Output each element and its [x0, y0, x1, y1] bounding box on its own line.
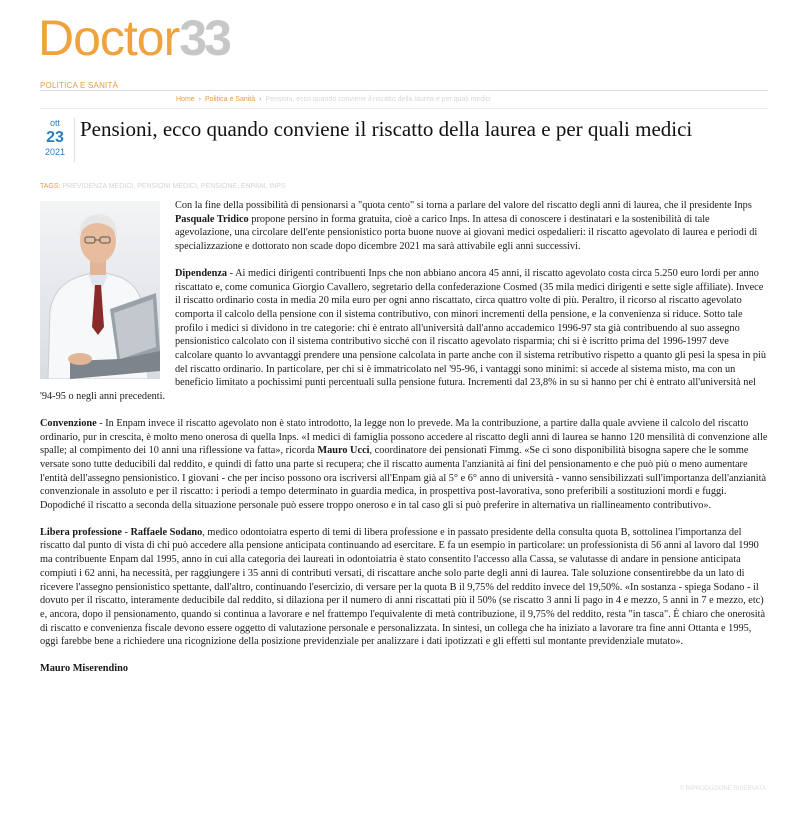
- doctor33-logo[interactable]: [38, 10, 229, 66]
- p3-person: Mauro Ucci: [317, 445, 370, 457]
- paragraph-convenzione: [40, 417, 768, 513]
- p2-text: - Ai medici dirigenti contribuenti Inps che non abbiano ancora 45 anni, il riscatto agevolato costa circa 5.250 euro lordi per anno riscattato e, come comunica Giorgio Cavallero, segretario della confederazione Cosmed (35 mila medici dirigenti e sette sigle affiliate). Invece il riscatto ordinario costa in media 20 mila euro per ogni anno riscattato, circa quattro volte di più. Peraltro, il ricorso al riscatto agevolato comporta il calcolo della pensione con il sistema contributivo, con minori incrementi della pensione, e la convenienza si riduce. Sotto tale profilo i medici si dividono in tre categorie: chi è entrato all'università dall'anno accademico 1996-97 sta già contribuendo al suo assegno pensionistico calcolato con il sistema contributivo sicché con il riscatto agevolato risparmia; chi si è iscritto prima del 1996-1997 deve calcolare quanto lo avvantaggi prendere una pensione calcolata in parte anche con il sistema retributivo rispetto a quanto gli pesi la spesa in più del riscatto ordinario. In particolare, per chi si è immatricolato nel '95-96, i vantaggi sono minimi: si accede al sistema misto, ma con un beneficio limitato a pochissimi punti percentuali sulla pensione futura. Incrementi dal 23,8% in su si hanno per chi è entrato all'università nel '94-95 o negli anni precedenti.: [40, 267, 767, 403]
- p4-heading: Libera professione: [40, 526, 122, 538]
- tags-label: TAGS:: [40, 183, 61, 190]
- article-body: [40, 199, 768, 689]
- article-tags: [40, 183, 286, 190]
- article-title: Pensioni, ecco quando conviene il riscatto della laurea e per quali medici: [80, 117, 693, 141]
- p4-person: Raffaele Sodano: [130, 526, 203, 538]
- p4-text-d: , medico odontoiatra esperto di temi di libera professione e in passato presidente della consulta quota B, sottolinea l'importanza del riscatto dal punto di vista di chi può accedere alla pensione anticipata continuando ad esercitare. E fa un esempio in particolare: un professionista di 56 anni al lavoro dal 1990 ma contribuente Enpam dal 1995, anno in cui alla categoria dei laureati in odontoiatria è stato consentito l'accesso alla Cassa, se valutasse di andare in pensione anticipata compiuti i 62 anni, ha necessità, per raggiungere i 35 anni di contributi versati, di riscattare anche solo parte degli anni di laurea. Tale soluzione consentirebbe da un lato di ricevere l'assegno pensionistico spettante, dall'altro, continuando l'esercizio, di versare per la quota B il 9,75% del reddito invece del 19,50%. «In sostanza - spiega Sodano - il dovuto per il riscatto, interamente deducibile dal reddito, si dilaziona per il numero di anni riscattati più il 50% (se riscatto 3 anni li pago in 4 e mezzo, 5 anni in 7 e mezzo, etc) e, ancora, dopo il pensionamento, quando si continua a lavorare e nel frattempo l'equivalente di metà contribuzione, il 9,75% del reddito, resta "in tasca". È chiaro che onerosità di riscatto e convenienza fiscale devono essere oggetto di valutazione personale e personalizzata. In sintesi, un collega che ha iniziato a lavorare tra fine anni Ottanta e 1995, oggi farebbe bene a richiedere una ricognizione della posizione previdenziale per analizzare i dati ipotizzati e gli effetti sul montante previdenziale mutato».: [40, 526, 766, 648]
- p3-heading: Convenzione: [40, 417, 97, 429]
- p1-person: Pasquale Tridico: [175, 213, 249, 225]
- doctor-photo-illustration: [40, 201, 160, 379]
- header-divider: [40, 90, 768, 91]
- p3-text-b: - In Enpam invece il riscatto agevolato non è stato introdotto, la legge non lo prevede. Ma la contribuzione, a partire dalla quale avviene il calcolo del riscatto ordinario, pur in crescita, è molto meno onerosa di quella Inps. «I medici di famiglia possono accedere al riscatto degli anni di laurea se hanno 120 mensilità di convenzione alle spalle; al compimento dei 10 anni una riflessione va fatta», ricorda: [40, 417, 768, 457]
- section-label[interactable]: POLITICA E SANITÀ: [40, 81, 119, 90]
- date-year: 2021: [44, 147, 66, 157]
- article-signature: Mauro Miserendino: [40, 663, 129, 675]
- breadcrumb-home[interactable]: Home: [176, 96, 195, 103]
- breadcrumb: [176, 96, 491, 103]
- date-day: 23: [46, 129, 64, 146]
- footer-copyright: © RIPRODUZIONE RISERVATA: [679, 786, 766, 792]
- date-divider: [74, 118, 75, 162]
- p1-text-a: Con la fine della possibilità di pensionarsi a "quota cento" si torna a parlare del valore del riscatto degli anni di laurea, che il presidente Inps: [175, 200, 752, 211]
- breadcrumb-divider: [40, 108, 768, 109]
- date-month: ott: [49, 118, 60, 128]
- breadcrumb-separator: ›: [259, 96, 262, 103]
- logo-number: 33: [179, 10, 229, 66]
- p3-text-d: , coordinatore dei pensionati Fimmg. «Se ci sono disponibilità bisogna sapere che le somme versate sono tutte deducibili dal reddito, e quindi di fatto una parte si recupera; che il riscatto aumenta l'anzianità ai fini del pensionamento e che può più o meno aumentare l'entità dell'assegno pensionistico. I giovani - che per inciso possono ora iscriversi all'Enpam già al 5° e 6° anno di università - vanno sensibilizzati sull'importanza dell'anzianità convenzionale in assoluto e per il riscatto: i periodi a tempo determinato in guardia medica, in prospettiva post-lavorativa, sono preferibili a sostituzioni mordi e fuggi. Dopodiché il riscatto a seconda della situazione personale può essere troppo oneroso e in tal caso gli si può preferire in alternativa un riallineamento contributivo».: [40, 445, 767, 512]
- paragraph-libera-professione: [40, 526, 768, 649]
- article-date: [40, 118, 70, 158]
- p2-heading: Dipendenza: [175, 267, 228, 279]
- p4-dash: -: [121, 526, 131, 538]
- tags-list[interactable]: PREVIDENZA MEDICI, PENSIONI MEDICI, PENSIONE, ENPAM, INPS: [62, 183, 286, 190]
- breadcrumb-current: Pensioni, ecco quando conviene il riscatto della laurea e per quali medici: [265, 96, 491, 103]
- logo-word: Doctor: [38, 10, 180, 66]
- breadcrumb-separator: ›: [198, 96, 201, 103]
- p1-text-c: propone persino in forma gratuita, cioè a carico Inps. In attesa di conoscere i destinatari e la sostenibilità di tale agevolazione, una circolare dell'ente pensionistico porta buone nuove ai giovani medici ospedalieri: il riscatto agevolato di laurea e periodi di specializzazione e dottorato non scade dopo dicembre 2021 ma sarà attivabile egli anni successivi.: [175, 213, 758, 253]
- article-photo: [40, 201, 160, 379]
- breadcrumb-category[interactable]: Politica e Sanità: [204, 96, 256, 103]
